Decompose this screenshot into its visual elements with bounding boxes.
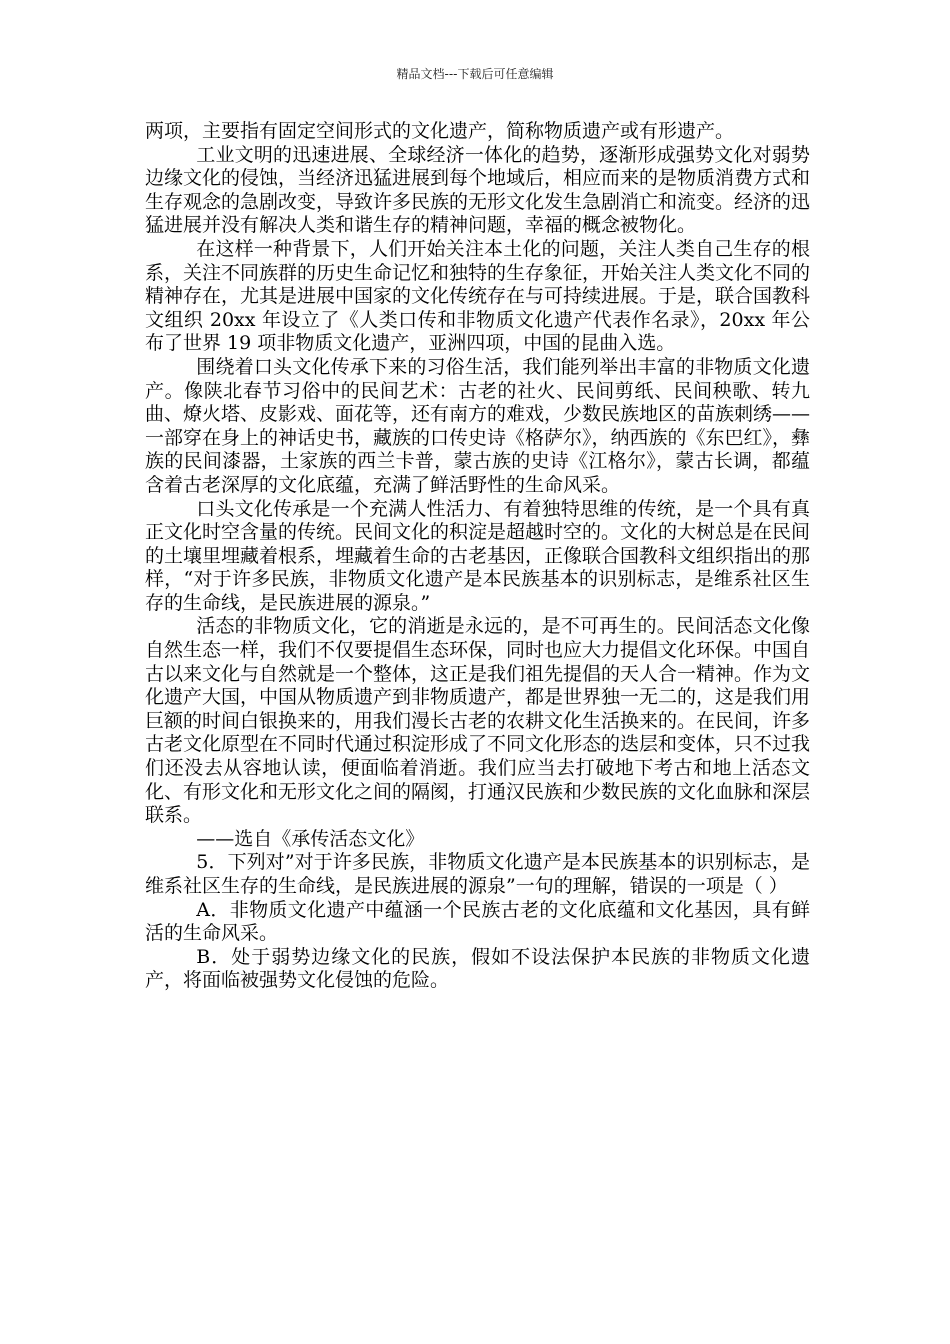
source-citation: ——选自《承传活态文化》 [196,827,425,850]
paragraph: 活态的非物质文化，它的消逝是永远的，是不可再生的。民间活态文化像自然生态一样，我们不仅要提倡生态环保，同时也应大力提倡文化环保。中国自古以来文化与自然就是一个整体，这正是我们祖先提倡的天人合一精神。作为文化遗产大国，中国从物质遗产到非物质遗产，都是世界独一无二的，这是我们用巨额的时间白银换来的，用我们漫长古老的农耕文化生活换来的。在民间，许多古老文化原型在不同时代通过积淀形成了不同文化形态的迭层和变体，只不过我们还没去从容地认读，便面临着消逝。我们应当去打破地下考古和地上活态文化、有形文化和无形文化之间的隔阂，打通汉民族和少数民族的文化血脉和深层联系。 [145,615,811,827]
question-option-a: A．非物质文化遗产中蕴涵一个民族古老的文化底蕴和文化基因，具有鲜活的生命风采。 [145,898,810,945]
paragraph: 口头文化传承是一个充满人性活力、有着独特思维的传统，是一个具有真正文化时空含量的传统。民间文化的积淀是超越时空的。文化的大树总是在民间的土壤里埋藏着根系，埋藏着生命的古老基因，正像联合国教科文组织指出的那样，“对于许多民族，非物质文化遗产是本民族基本的识别标志，是维系社区生存的生命线，是民族进展的源泉。” [145,497,811,614]
document-body [145,120,810,993]
question-option-b: B．处于弱势边缘文化的民族，假如不设法保护本民族的非物质文化遗产，将面临被强势文化侵蚀的危险。 [145,945,810,992]
page-header: 精品文档---下载后可任意编辑 [396,67,554,81]
paragraph: 在这样一种背景下，人们开始关注本土化的问题，关注人类自己生存的根系，关注不同族群的历史生命记忆和独特的生存象征，开始关注人类文化不同的精神存在，尤其是进展中国家的文化传统存在与可持续进展。于是，联合国教科文组织 20xx 年设立了《人类口传和非物质文化遗产代表作名录》，20xx 年公布了世界 19 项非物质文化遗产，亚洲四项，中国的昆曲入选。 [145,237,811,355]
paragraph-continuation: 两项，主要指有固定空间形式的文化遗产，简称物质遗产或有形遗产。 [145,120,735,142]
paragraph: 围绕着口头文化传承下来的习俗生活，我们能列举出丰富的非物质文化遗产。像陕北春节习俗中的民间艺术：古老的社火、民间剪纸、民间秧歌、转九曲、燎火塔、皮影戏、面花等，还有南方的难戏，少数民族地区的苗族刺绣——一部穿在身上的神话史书，藏族的口传史诗《格萨尔》，纳西族的《东巴红》，彝族的民间漆器，土家族的西兰卡普，蒙古族的史诗《江格尔》，蒙古长调，都蕴含着古老深厚的文化底蕴，充满了鲜活野性的生命风采。 [145,355,811,496]
paragraph: 工业文明的迅速进展、全球经济一体化的趋势，逐渐形成强势文化对弱势边缘文化的侵蚀，当经济迅猛进展到每个地域后，相应而来的是物质消费方式和生存观念的急剧改变，导致许多民族的无形文化发生急剧消亡和流变。经济的迅猛进展并没有解决人类和谐生存的精神问题，幸福的概念被物化。 [145,143,811,237]
question-stem: 5．下列对”对于许多民族，非物质文化遗产是本民族基本的识别标志，是维系社区生存的生命线，是民族进展的源泉”一句的理解，错误的一项是（ ） [145,851,810,897]
